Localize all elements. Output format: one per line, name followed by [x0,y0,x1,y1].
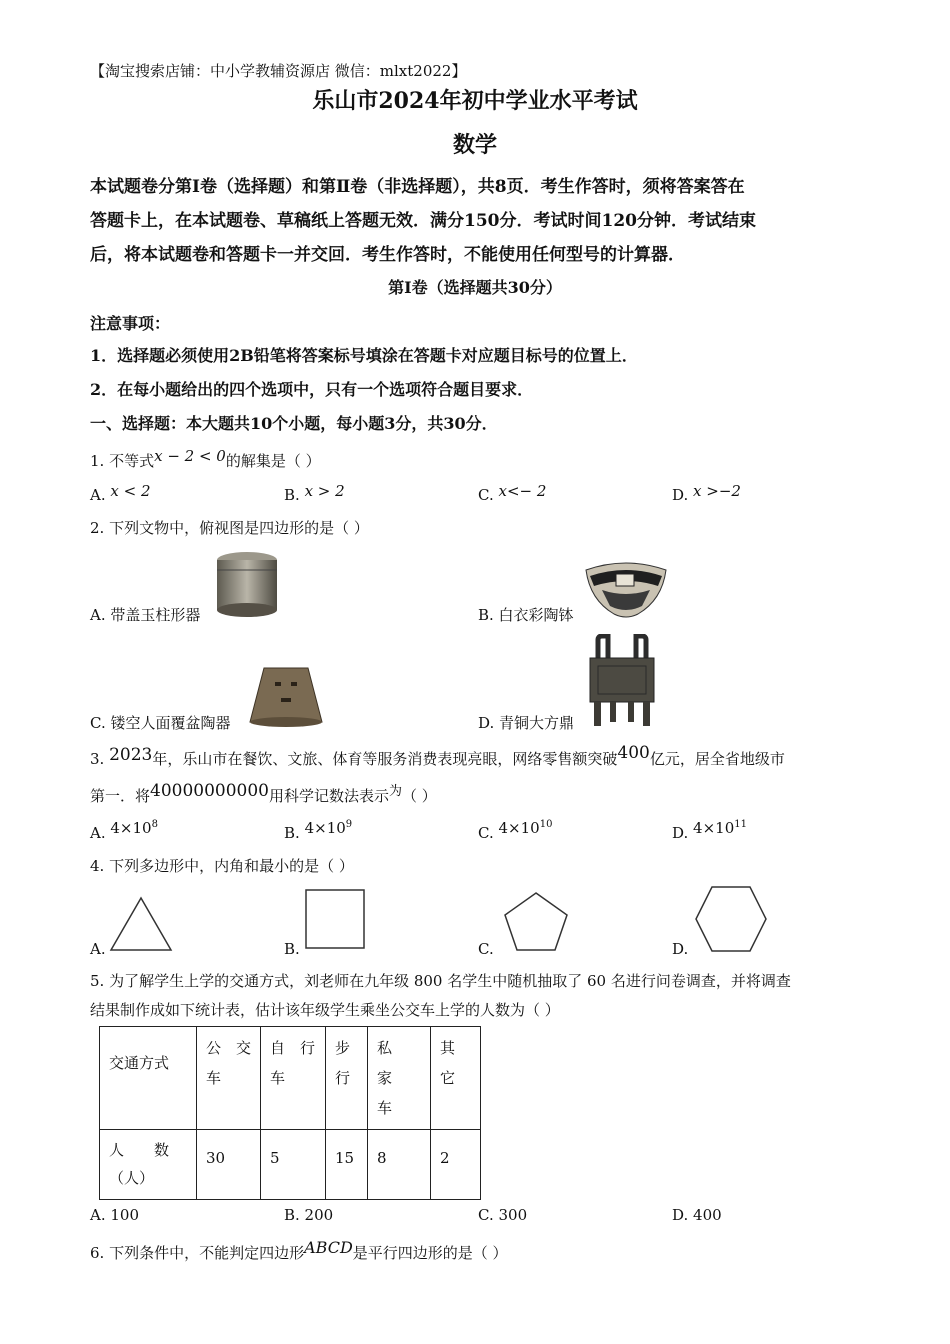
q5-option-d[interactable]: D. 400 [672,1206,722,1224]
section-heading: 一、选择题：本大题共10个小题，每小题3分，共30分． [90,414,498,433]
q3-amount: 400 [617,743,650,763]
question-6: 6. 下列条件中，不能判定四边形ABCD是平行四边形的是（ ） [90,1238,508,1262]
q3-option-b[interactable]: B. $4\times 10^9$ [284,819,353,842]
q5-option-c[interactable]: C. 300 [478,1206,528,1224]
q2-option-a[interactable]: A. 带盖玉柱形器 [90,606,201,624]
table-header-cell: 其 它 [431,1027,481,1130]
bronze-ding-image [584,634,660,730]
table-cell: 30 [197,1130,261,1200]
q2-option-c[interactable]: C. 镂空人面覆盆陶器 [90,714,231,732]
q3-year: 2023 [109,745,153,765]
intro-line-1: 本试题卷分第Ⅰ卷（选择题）和第Ⅱ卷（非选择题），共8页．考生作答时，须将答案答在 [90,177,745,197]
triangle-shape [108,894,174,954]
intro-line-3: 后，将本试题卷和答题卡一并交回．考生作答时，不能使用任何型号的计算器． [90,245,685,265]
q1-expr: x − 2 < 0 [154,447,226,465]
header-note: 【淘宝搜索店铺：中小学教辅资源店 微信：mlxt2022】 [90,62,467,80]
question-4: 4. 下列多边形中，内角和最小的是（ ） [90,857,354,875]
exam-title: 乐山市2024年初中学业水平考试 [312,88,638,114]
q6-expr: ABCD [304,1238,353,1257]
table-cell: 15 [326,1130,368,1200]
question-1 [90,447,321,471]
q3-big-number: 40000000000 [150,781,269,801]
notes-label: 注意事项： [90,314,171,333]
q3-option-c[interactable]: C. $4\times 10^{10}$ [478,819,553,842]
q5-option-b[interactable]: B. 200 [284,1206,334,1224]
face-pottery-image [246,664,326,728]
q4-option-d[interactable]: D. [672,940,689,958]
painted-bowl-image [582,556,670,622]
q1-option-b[interactable]: B. x > 2 [284,482,345,504]
note-1: 1．选择题必须使用2B铅笔将答案标号填涂在答题卡对应题目标号的位置上． [90,346,638,365]
question-3-line-1: 3. 2023年，乐山市在餐饮、文旅、体育等服务消费表现亮眼，网络零售额突破400亿元，居全省地级市 [90,743,785,768]
table-row-label: 人 数 （人） [100,1130,197,1200]
table-row [100,1130,481,1200]
intro-line-2: 答题卡上，在本试题卷、草稿纸上答题无效．满分150分．考试时间120分钟．考试结束 [90,211,756,231]
question-2: 2. 下列文物中，俯视图是四边形的是（ ） [90,519,369,537]
q5-option-a[interactable]: A. 100 [90,1206,139,1224]
table-cell: 5 [261,1130,326,1200]
q4-option-c[interactable]: C. [478,940,494,958]
q1-option-c[interactable]: C. x<− 2 [478,482,547,504]
q1-option-a[interactable]: A. x < 2 [90,482,151,504]
q4-option-b[interactable]: B. [284,940,300,958]
table-header-cell: 交通方式 [100,1027,197,1130]
question-5-line-2: 结果制作成如下统计表，估计该年级学生乘坐公交车上学的人数为（ ） [90,1001,560,1019]
exam-subject: 数学 [452,132,497,158]
table-header-cell: 自 行 车 [261,1027,326,1130]
question-3-line-2: 第一．将40000000000用科学记数法表示为（ ） [90,781,437,805]
q1-post: 的解集是（ ） [225,452,321,470]
table-header-cell: 公 交 车 [197,1027,261,1130]
question-5-line-1: 5. 为了解学生上学的交通方式，刘老师在九年级 800 名学生中随机抽取了 60 名进行问卷调查，并将调查 [90,972,791,990]
jade-cylinder-image [212,550,282,618]
q2-option-b[interactable]: B. 白衣彩陶钵 [478,606,574,624]
q1-pre: 1. 不等式 [90,452,155,470]
hexagon-shape [694,884,768,954]
q4-option-a[interactable]: A. [90,940,106,958]
traffic-table [99,1026,481,1200]
square-shape [304,888,366,950]
table-header-cell: 私 家 车 [368,1027,431,1130]
q2-option-d[interactable]: D. 青铜大方鼎 [478,714,575,732]
note-2: 2．在每小题给出的四个选项中，只有一个选项符合题目要求． [90,380,534,399]
table-header-row [100,1027,481,1130]
table-header-cell: 步 行 [326,1027,368,1130]
q3-option-a[interactable]: A. $4\times 10^8$ [90,819,158,842]
pentagon-shape [502,890,570,954]
part-heading: 第Ⅰ卷（选择题共30分） [388,278,562,297]
table-cell: 2 [431,1130,481,1200]
q1-option-d[interactable]: D. x >−2 [672,482,741,504]
q3-option-d[interactable]: D. $4\times 10^{11}$ [672,819,747,842]
table-cell: 8 [368,1130,431,1200]
